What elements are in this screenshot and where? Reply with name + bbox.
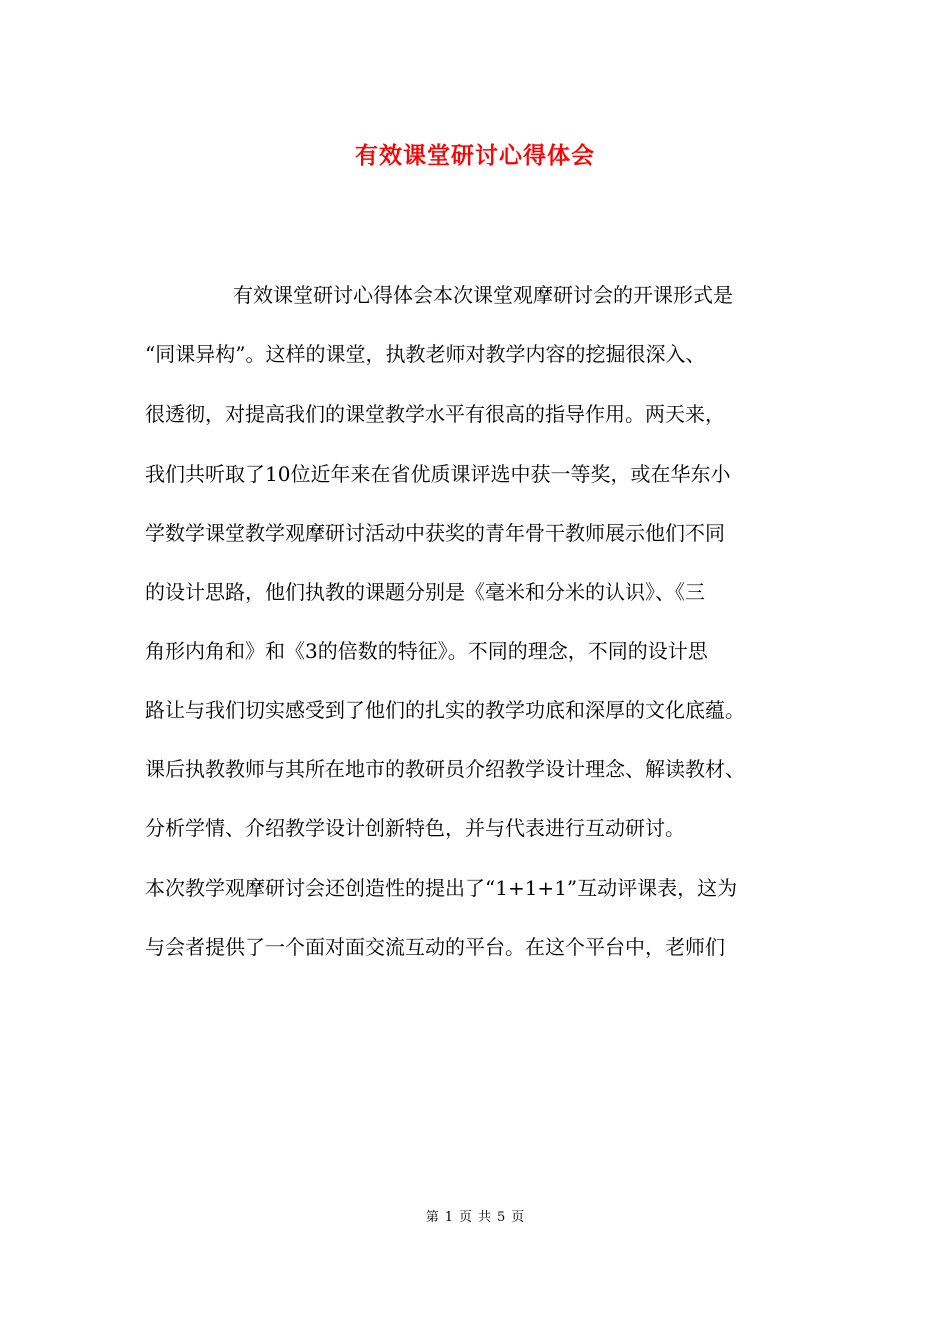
paragraph-line: 本次教学观摩研讨会还创造性的提出了“1+1+1”互动评课表，这为 xyxy=(145,876,738,900)
footer-page-label: 第 xyxy=(425,1210,439,1225)
paragraph-line: 路让与我们切实感受到了他们的扎实的教学功底和深厚的文化底蕴。 xyxy=(145,698,745,722)
document-title: 有效课堂研讨心得体会 xyxy=(355,142,595,169)
footer-total-pages: 5 xyxy=(497,1210,506,1225)
paragraph-line: 我们共听取了10位近年来在省优质课评选中获一等奖，或在华东小 xyxy=(145,462,731,486)
footer-current-page: 1 xyxy=(444,1210,453,1225)
paragraph-line: 有效课堂研讨心得体会本次课堂观摩研讨会的开课形式是 xyxy=(233,283,733,307)
paragraph-line: 与会者提供了一个面对面交流互动的平台。在这个平台中，老师们 xyxy=(145,935,725,959)
footer-total-unit: 页 xyxy=(511,1210,525,1225)
footer-page-unit: 页 xyxy=(458,1210,472,1225)
paragraph-line: 的设计思路，他们执教的课题分别是《毫米和分米的认识》、《三 xyxy=(145,580,705,604)
paragraph-line: “同课异构”。这样的课堂，执教老师对教学内容的挖掘很深入、 xyxy=(145,342,706,366)
paragraph-line: 分析学情、介绍教学设计创新特色，并与代表进行互动研讨。 xyxy=(145,816,685,840)
paragraph-line: 角形内角和》和《3的倍数的特征》。不同的理念，不同的设计思 xyxy=(145,639,708,663)
paragraph-line: 很透彻，对提高我们的课堂教学水平有很高的指导作用。两天来， xyxy=(145,402,725,426)
page-footer xyxy=(0,1208,950,1228)
paragraph-line: 学数学课堂教学观摩研讨活动中获奖的青年骨干教师展示他们不同 xyxy=(145,521,725,545)
footer-total-label: 共 xyxy=(478,1210,492,1225)
paragraph-line: 课后执教教师与其所在地市的教研员介绍教学设计理念、解读教材、 xyxy=(145,757,745,781)
